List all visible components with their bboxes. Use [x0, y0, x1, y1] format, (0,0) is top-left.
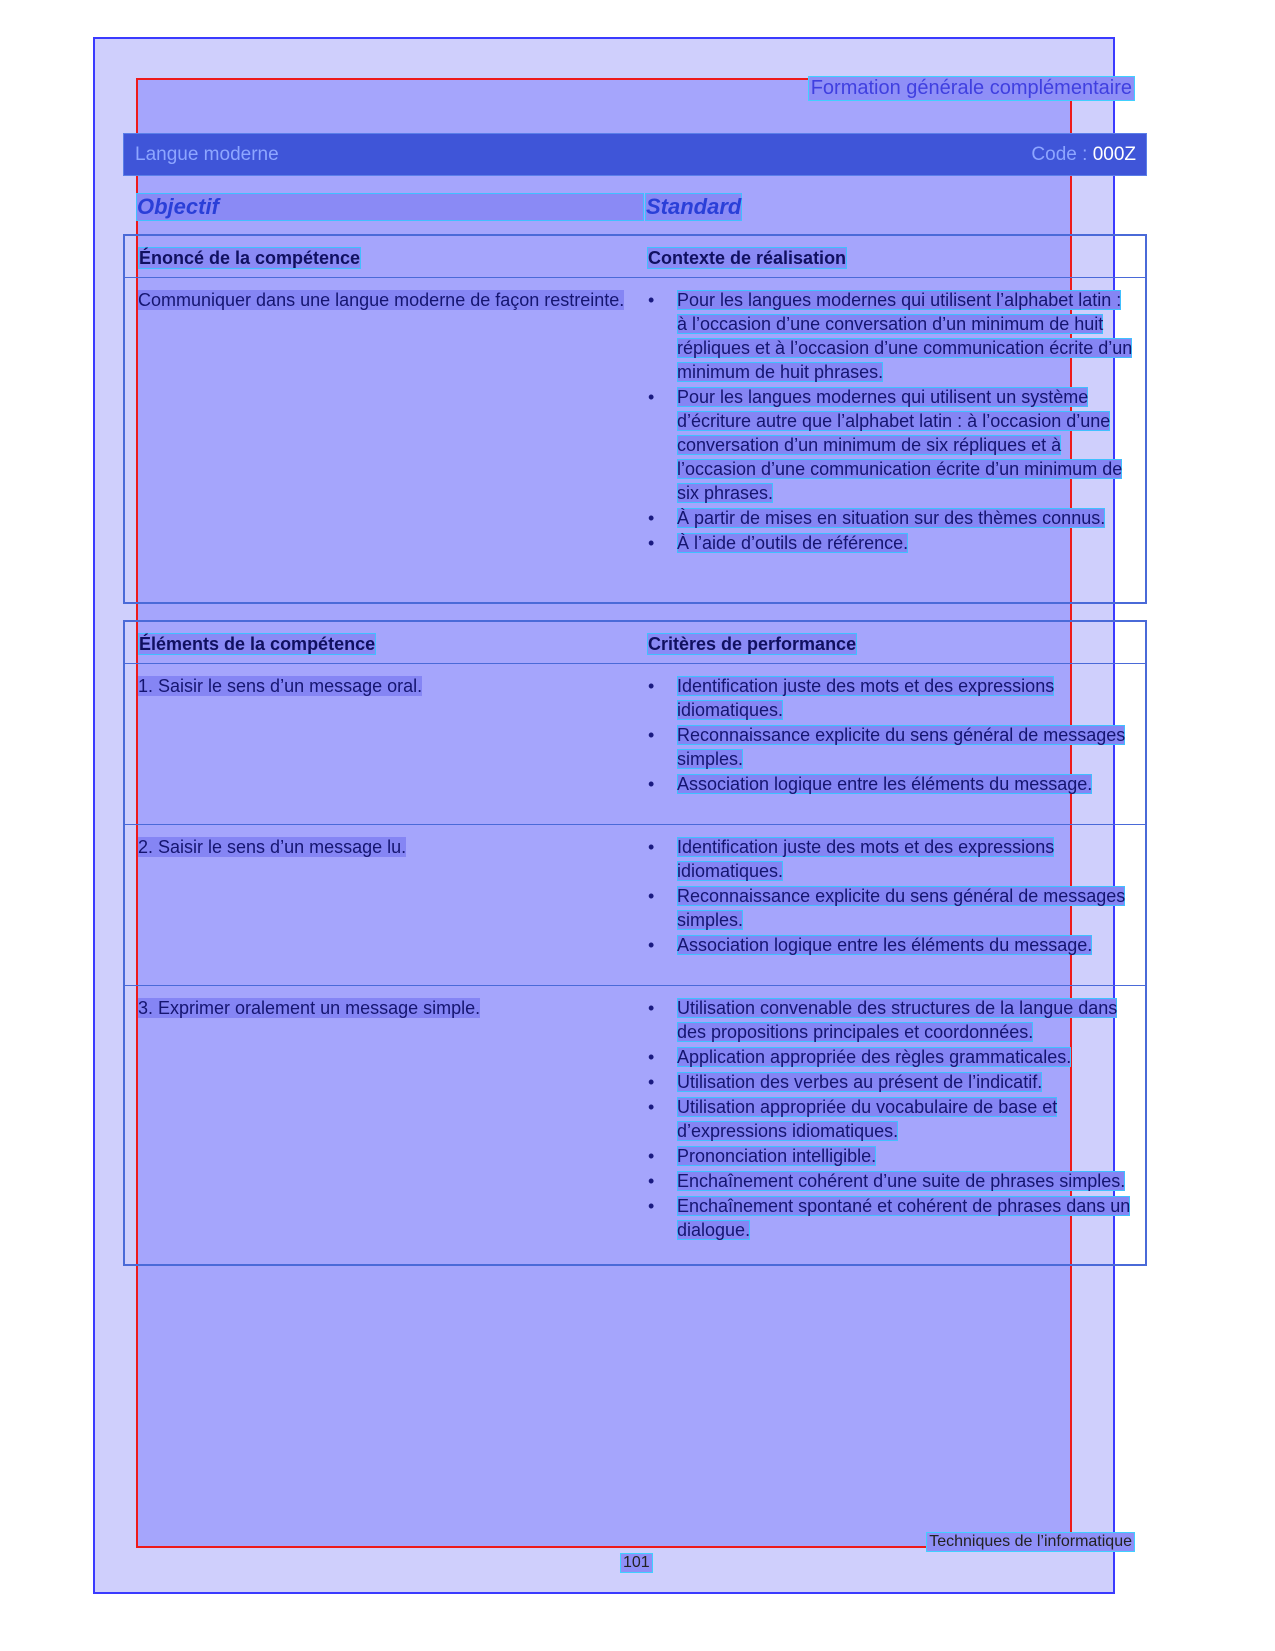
table-header-row [125, 622, 1145, 663]
list-item: • À l’aide d’outils de référence. [647, 531, 1135, 555]
list-item: • Utilisation convenable des structures de la langue dans des propositions principales et coordonnées. [647, 996, 1135, 1044]
table-row [125, 824, 1145, 985]
course-code [1031, 144, 1136, 166]
code-value: 000Z [1092, 144, 1136, 165]
col-header-statement: Énoncé de la compétence [139, 248, 361, 268]
standard-heading: Standard [646, 194, 742, 219]
table-row [125, 277, 1145, 562]
list-item: • Prononciation intelligible. [647, 1144, 1135, 1168]
course-title: Langue moderne [135, 144, 279, 165]
list-item: • Identification juste des mots et des expressions idiomatiques. [647, 835, 1135, 883]
list-item: • Association logique entre les éléments du message. [647, 772, 1135, 796]
criteria-list [647, 674, 1135, 796]
col-header-criteria: Critères de performance [648, 634, 857, 654]
competence-statement: Communiquer dans une langue moderne de façon restreinte. [138, 290, 625, 310]
list-item: • Application appropriée des règles grammaticales. [647, 1045, 1135, 1069]
competence-table [123, 234, 1147, 604]
program-header: Formation générale complémentaire [808, 76, 1135, 101]
list-item: • Utilisation des verbes au présent de l’indicatif. [647, 1070, 1135, 1094]
element-text: 3. Exprimer oralement un message simple. [138, 998, 481, 1018]
code-label: Code : [1031, 144, 1088, 165]
table-header-row [125, 236, 1145, 277]
element-text: 1. Saisir le sens d’un message oral. [138, 676, 423, 696]
col-header-context: Contexte de réalisation [648, 248, 847, 268]
criteria-list [647, 996, 1135, 1242]
context-list [647, 288, 1135, 555]
objective-heading: Objectif [136, 193, 644, 221]
list-item: • Reconnaissance explicite du sens général de messages simples. [647, 884, 1135, 932]
list-item: • Pour les langues modernes qui utilisent l’alphabet latin : à l’occasion d’une conversation d’un minimum de huit répliques et à l’occasion d’une communication écrite d’un minimum de huit phrases. [647, 288, 1135, 384]
list-item: • À partir de mises en situation sur des thèmes connus. [647, 506, 1135, 530]
table-row [125, 985, 1145, 1249]
element-text: 2. Saisir le sens d’un message lu. [138, 837, 407, 857]
list-item: • Enchaînement cohérent d’une suite de phrases simples. [647, 1169, 1135, 1193]
col-header-elements: Éléments de la compétence [139, 634, 376, 654]
criteria-list [647, 835, 1135, 957]
list-item: • Reconnaissance explicite du sens général de messages simples. [647, 723, 1135, 771]
footer-program-name: Techniques de l’informatique [926, 1532, 1135, 1552]
page-number: 101 [620, 1553, 653, 1573]
table-row [125, 663, 1145, 824]
list-item: • Enchaînement spontané et cohérent de phrases dans un dialogue. [647, 1194, 1135, 1242]
list-item: • Utilisation appropriée du vocabulaire de base et d’expressions idiomatiques. [647, 1095, 1135, 1143]
list-item: • Identification juste des mots et des expressions idiomatiques. [647, 674, 1135, 722]
list-item: • Pour les langues modernes qui utilisent un système d’écriture autre que l’alphabet latin : à l’occasion d’une conversation d’un minimum de six répliques et à l’occasion d’une communication écrite d’un minimum de six phrases. [647, 385, 1135, 505]
list-item: • Association logique entre les éléments du message. [647, 933, 1135, 957]
elements-table [123, 620, 1147, 1266]
